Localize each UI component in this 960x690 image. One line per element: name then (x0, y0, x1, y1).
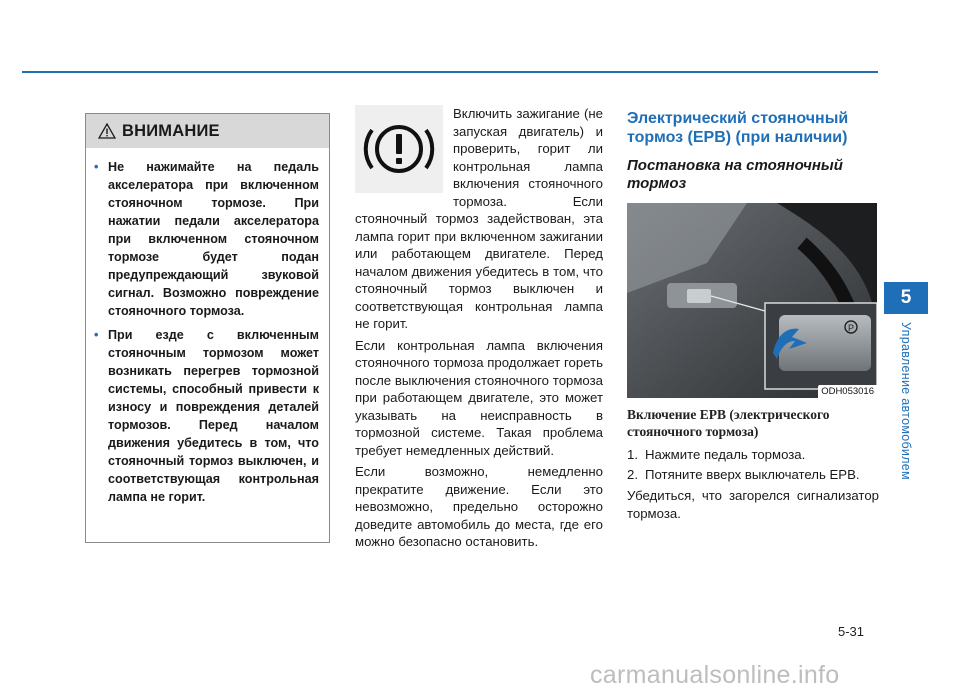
watermark: carmanualsonline.info (590, 661, 840, 689)
svg-text:P: P (848, 323, 855, 333)
warning-body (86, 148, 329, 506)
bullet-icon: • (94, 160, 99, 174)
note: Убедиться, что загорелся сигнализатор тормоза. (627, 488, 879, 521)
paragraph: Если возможно, немедленно прекратите движение. Если это невозможно, предельно осторожно доведите автомобиль до места, где его можно безопасно остановить. (355, 464, 603, 549)
step-item: 1. Нажмите педаль тормоза. (627, 447, 806, 462)
paragraph: Включить зажигание (не запуская двигатель) и проверить, горит ли контрольная лампа включения стояночного тормоза. Если стояночный тормоз задействован, эта лампа горит при включенном зажигании или работающем двигателе. Перед началом движения убедитесь в том, что стояночный тормоз выключен и соответствующая контрольная лампа не горит. (355, 106, 603, 331)
middle-column (355, 105, 603, 555)
epb-photo (627, 203, 877, 398)
top-rule (22, 71, 878, 73)
subsection-title: Постановка на стояночный тормоз (627, 157, 843, 192)
parking-brake-warning-icon (355, 105, 443, 193)
chapter-tab: 5 (884, 282, 928, 314)
warning-item: • Не нажимайте на педаль акселератора при включенном стояночном тормозе. При нажатии педали акселератора при включенном стояночном тормозе будет подан предупреждающий звуковой сигнал. Возможно повреждение стояночного тормоза. (94, 160, 319, 318)
warning-box (85, 113, 330, 543)
warning-item: • При езде с включенным стояночным тормозом может возникать перегрев тормозной системы, способный привести к износу и повреждения деталей тормозов. Перед началом движения убедитесь в том, что стояночный тормоз выключен, и соответствующая контрольная лампа не горит. (94, 328, 319, 504)
warning-triangle-icon (98, 123, 116, 139)
warning-header (86, 114, 329, 148)
right-column (627, 109, 879, 522)
photo-caption: Включение EPB (электрического стояночного тормоза) (627, 407, 830, 439)
photo-code: ODH053016 (818, 385, 877, 398)
chapter-label: Управление автомобилем (899, 322, 913, 480)
epb-switch-illustration (627, 203, 877, 398)
page-number: 5-31 (838, 624, 865, 639)
step-item: 2. Потяните вверх выключатель EPB. (627, 466, 860, 482)
steps-list (627, 446, 879, 483)
warning-title: ВНИМАНИЕ (122, 121, 220, 140)
paragraph: Если контрольная лампа включения стояночного тормоза продолжает гореть после выключения стояночного тормоза при работающем двигателе, это может указывать на неисправность в тормозной системе. Такая проблема требует немедленных действий. (355, 337, 603, 458)
bullet-icon: • (94, 328, 99, 342)
section-title: Электрический стояночный тормоз (EPB) (при наличии) (627, 110, 849, 146)
